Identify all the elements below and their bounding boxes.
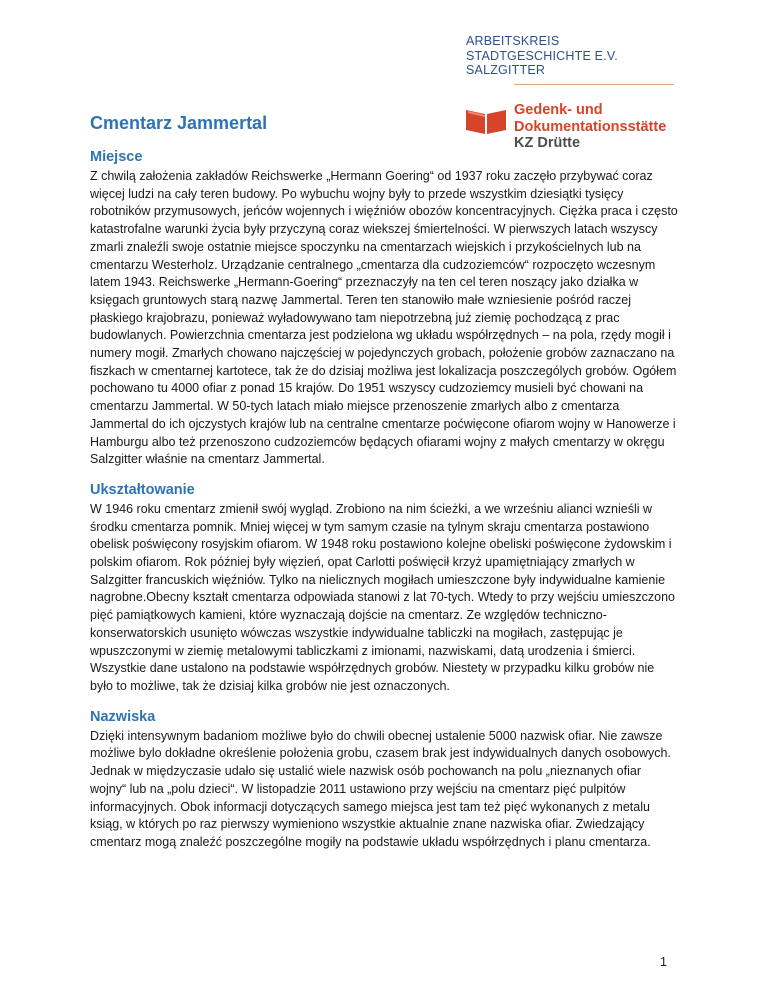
header-logo (466, 34, 667, 151)
section-uksztaltowanie (90, 481, 680, 696)
org-name (466, 34, 666, 78)
memorial-line: Gedenk- und (514, 102, 603, 118)
document-title: Cmentarz Jammertal (90, 113, 268, 133)
section-heading: Ukształtowanie (90, 481, 195, 498)
org-line: ARBEITSKREIS (466, 34, 560, 48)
section-miejsce (90, 148, 680, 469)
section-text: W 1946 roku cmentarz zmienił swój wygląd. Zrobiono na nim ścieżki, a we wrześniu alianci wznieśli w środku cmentarza pomnik. Mniej więcej w tym samym czasie na tylnym skraju cmentarza postawiono obelisk poświęcony rosyjskim ofiarom. W 1948 roku postawiono kolejne obeliski poświęcone żydowskim i polskim ofiarom. Rok później były więzień, opat Carlotti poświęcił krzyż upamiętniający zmarłych w Salzgitter francuskich więźniów. Tylko na nielicznych mogiłach umieszczone były indywidualne kamienie nagrobne.Obecny kształt cmentarza odpowiada stanowi z lat 70-tych. Wtedy to przy wejściu umieszczono pięć pamiątkowych kamieni, które wyznaczają dojście na cmentarz. Ze względów techniczno-konserwatorskich usunięto wówczas wszystkie indywidualne tabliczki na mogiłach, zastępując je wpuszczonymi w ziemię metalowymi tabliczkami z imionami, nazwiskami, datą urodzenia i śmierci. Wszystkie dane ustalono na podstawie współrzędnych grobów. Niestety w przypadku kilku grobów nie było to możliwe, tak że dzisiaj kilka grobów nie jest oznaczonych. (90, 501, 675, 693)
section-heading: Nazwiska (90, 708, 156, 725)
org-line: STADTGESCHICHTE E.V. (466, 48, 618, 63)
section-nazwiska (90, 708, 680, 852)
memorial-line: KZ Drütte (514, 135, 581, 151)
page-number: 1 (660, 955, 667, 969)
logo-divider (514, 84, 674, 85)
memorial-name (514, 102, 666, 152)
document-body (90, 148, 680, 864)
section-text: Dzięki intensywnym badaniom możliwe było do chwili obecnej ustalenie 5000 nazwisk ofiar. Nie zawsze możliwe bylo dokładne określenie położenia grobu, czasem brak jest indywidualnych danych osobowych. Jednak w międzyczasie udało się ustalić wiele nazwisk osób pochowanch na polu „nieznanych ofiar wojny“ lub na „polu dzieci“. W listopadzie 2011 ustawiono przy wejściu na cmentarz pięć pulpitów informacyjnych. Obok informacji dotyczących samego miejsca jest tam też pięć wykonanych z metalu ksiąg, w których po raz pierwszy wymieniono wszystkie aktualnie znane nazwiska ofiar. Zwiedzający cmentarz mogą znaleźć poszczególne mogiły na podstawie układu współrzędnych i planu cmentarza. (90, 728, 671, 849)
book-icon (466, 106, 506, 134)
section-text: Z chwilą założenia zakładów Reichswerke „Hermann Goering“ od 1937 roku zaczęło przybywać coraz więcej ludzi na cały teren budowy. Po wybuchu wojny były to przede wszystkim dziesiątki tysięcy robotników przymusowych, jeńców wojennych i więźniów obozów koncentracyjnych. Ciężka praca i często katastrofalne warunki życia były przyczyną coraz wiekszej śmiertelności. W pierwszych latach wszyscy zmarli znaleźli swoje ostatnie miejsce spoczynku na cmentarzach wiejskich i przykościelnych lub na cmentarzu Westerholz. Urządzanie centralnego „cmentarza dla cudzoziemców“ rozpoczęto wczesnym latem 1943. Reichswerke „Hermann-Goering“ przeznaczyły na ten cel teren noszący jako działka w księgach gruntowych starą nazwę Jammertal. Teren ten stanowiło małe wzniesienie pośród raczej płaskiego krajobrazu, ponieważ wyładowywano tam niepotrzebną już ziemię pochodzącą z prac budowlanych. Powierzchnia cmentarza jest podzielona wg układu współrzędnych – na pola, rzędy mogił i numery mogił. Zmarłych chowano najczęściej w pojedynczych grobach, położenie grobów zaznaczano na fiszkach w cmentarnej kartotece, tak że do dzisiaj możliwa jest lokalizacja poszczególych grobów. Ogółem pochowano tu 4000 ofiar z ponad 15 krajów. Do 1951 wszyscy cudzoziemcy musieli być chowani na cmentarzu Jammertal. W 50-tych latach miało miejsce przenoszenie zmarłych albo z cmentarza Jammertal do ich ojczystych krajów lub na centralne cmentarze poćwięcone ofiarom wojny w Hanowerze i Hamburgu albo też przenoszono cudzoziemców będących ofiarami wojny z małych cmentarzy w okręgu Salzgitter właśnie na cmentarz Jammertal. (90, 169, 678, 467)
section-heading: Miejsce (90, 149, 143, 165)
org-line: SALZGITTER (466, 63, 546, 77)
memorial-line: Dokumentationsstätte (514, 118, 667, 135)
